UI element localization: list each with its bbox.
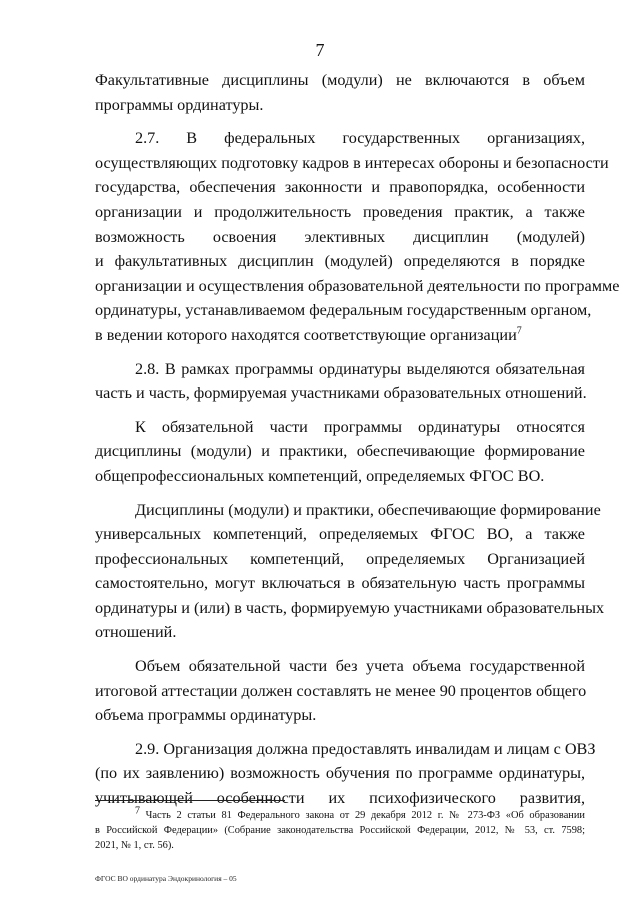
text-line: Дисциплины (модули) и практики, обеспечивающие формирование (135, 500, 601, 519)
text-line: профессиональных компетенций, определяемых Организацией (95, 549, 585, 568)
footnote (95, 805, 585, 853)
text-line: осуществляющих подготовку кадров в интересах обороны и безопасности (95, 153, 609, 172)
text-line: дисциплины (модули) и практики, обеспечивающие формирование (95, 442, 585, 461)
text-line: отношений. (95, 623, 177, 642)
paragraph (95, 415, 585, 489)
paragraph (95, 68, 585, 117)
footnote-line: в Российской Федерации» (Собрание законодательства Российской Федерации, 2012, № 53, ст. 7598; (95, 825, 585, 836)
paragraph-gap (95, 645, 585, 654)
footnote-separator (95, 800, 285, 801)
text-line: программы ординатуры. (95, 95, 264, 114)
text-line: 2.8. В рамках программы ординатуры выделяются обязательная (135, 359, 585, 378)
footer-text: ФГОС ВО ординатура Эндокринология – 05 (95, 874, 237, 883)
footnote-line (95, 805, 585, 823)
footnote-text: Часть 2 статьи 81 Федерального закона от 29 декабря 2012 г. № 273-ФЗ «Об образовании (140, 810, 585, 821)
body-text (95, 68, 620, 811)
paragraph-gap (95, 348, 585, 357)
text-line: учитывающей особенности их психофизического развития, (95, 789, 585, 808)
text-line: организации и осуществления образовательной деятельности по программе (95, 276, 620, 295)
text-line: объема программы ординатуры. (95, 706, 317, 725)
paragraph-gap (95, 117, 585, 126)
text-line: ординатуры и (или) в часть, формируемую участниками образовательных (95, 598, 605, 617)
paragraph (95, 126, 620, 347)
paragraph (95, 498, 605, 646)
text-line: организации и продолжительность проведения практик, а также (95, 202, 585, 221)
paragraph-gap (95, 489, 585, 498)
paragraph-gap (95, 406, 585, 415)
text-line: 2.9. Организация должна предоставлять инвалидам и лицам с ОВЗ (135, 739, 596, 758)
text-line: возможность освоения элективных дисциплин (модулей) (95, 227, 585, 246)
footnote-marker: 7 (135, 805, 140, 817)
text-line: универсальных компетенций, определяемых ФГОС ВО, а также (95, 525, 585, 544)
text-line: Объем обязательной части без учета объема государственной (135, 657, 585, 676)
text-line: общепрофессиональных компетенций, определяемых ФГОС ВО. (95, 466, 545, 485)
text-line: самостоятельно, могут включаться в обязательную часть программы (95, 574, 585, 593)
text-line: в ведении которого находятся соответствующие организации$^7$ (95, 325, 522, 344)
paragraph (95, 357, 585, 406)
paragraph (95, 654, 585, 728)
paragraph-gap (95, 728, 585, 737)
footnote-reference[interactable]: 7 (516, 325, 522, 337)
text-line: Факультативные дисциплины (модули) не включаются в объем (95, 71, 585, 89)
text-line: (по их заявлению) возможность обучения по программе ординатуры, (95, 764, 585, 783)
text-line: и факультативных дисциплин (модулей) определяются в порядке (95, 252, 585, 271)
footnote-line: 2021, № 1, ст. 56). (95, 840, 174, 851)
text-line: К обязательной части программы ординатуры относятся (135, 417, 585, 436)
text-line: 2.7. В федеральных государственных организациях, (135, 129, 585, 148)
page-number: 7 (315, 40, 325, 60)
text-line: часть и часть, формируемая участниками образовательных отношений. (95, 384, 587, 403)
text-line: ординатуры, устанавливаемом федеральным государственным органом, (95, 301, 592, 320)
text-line: итоговой аттестации должен составлять не менее 90 процентов общего (95, 681, 587, 700)
text-line: государства, обеспечения законности и правопорядка, особенности (95, 178, 585, 197)
